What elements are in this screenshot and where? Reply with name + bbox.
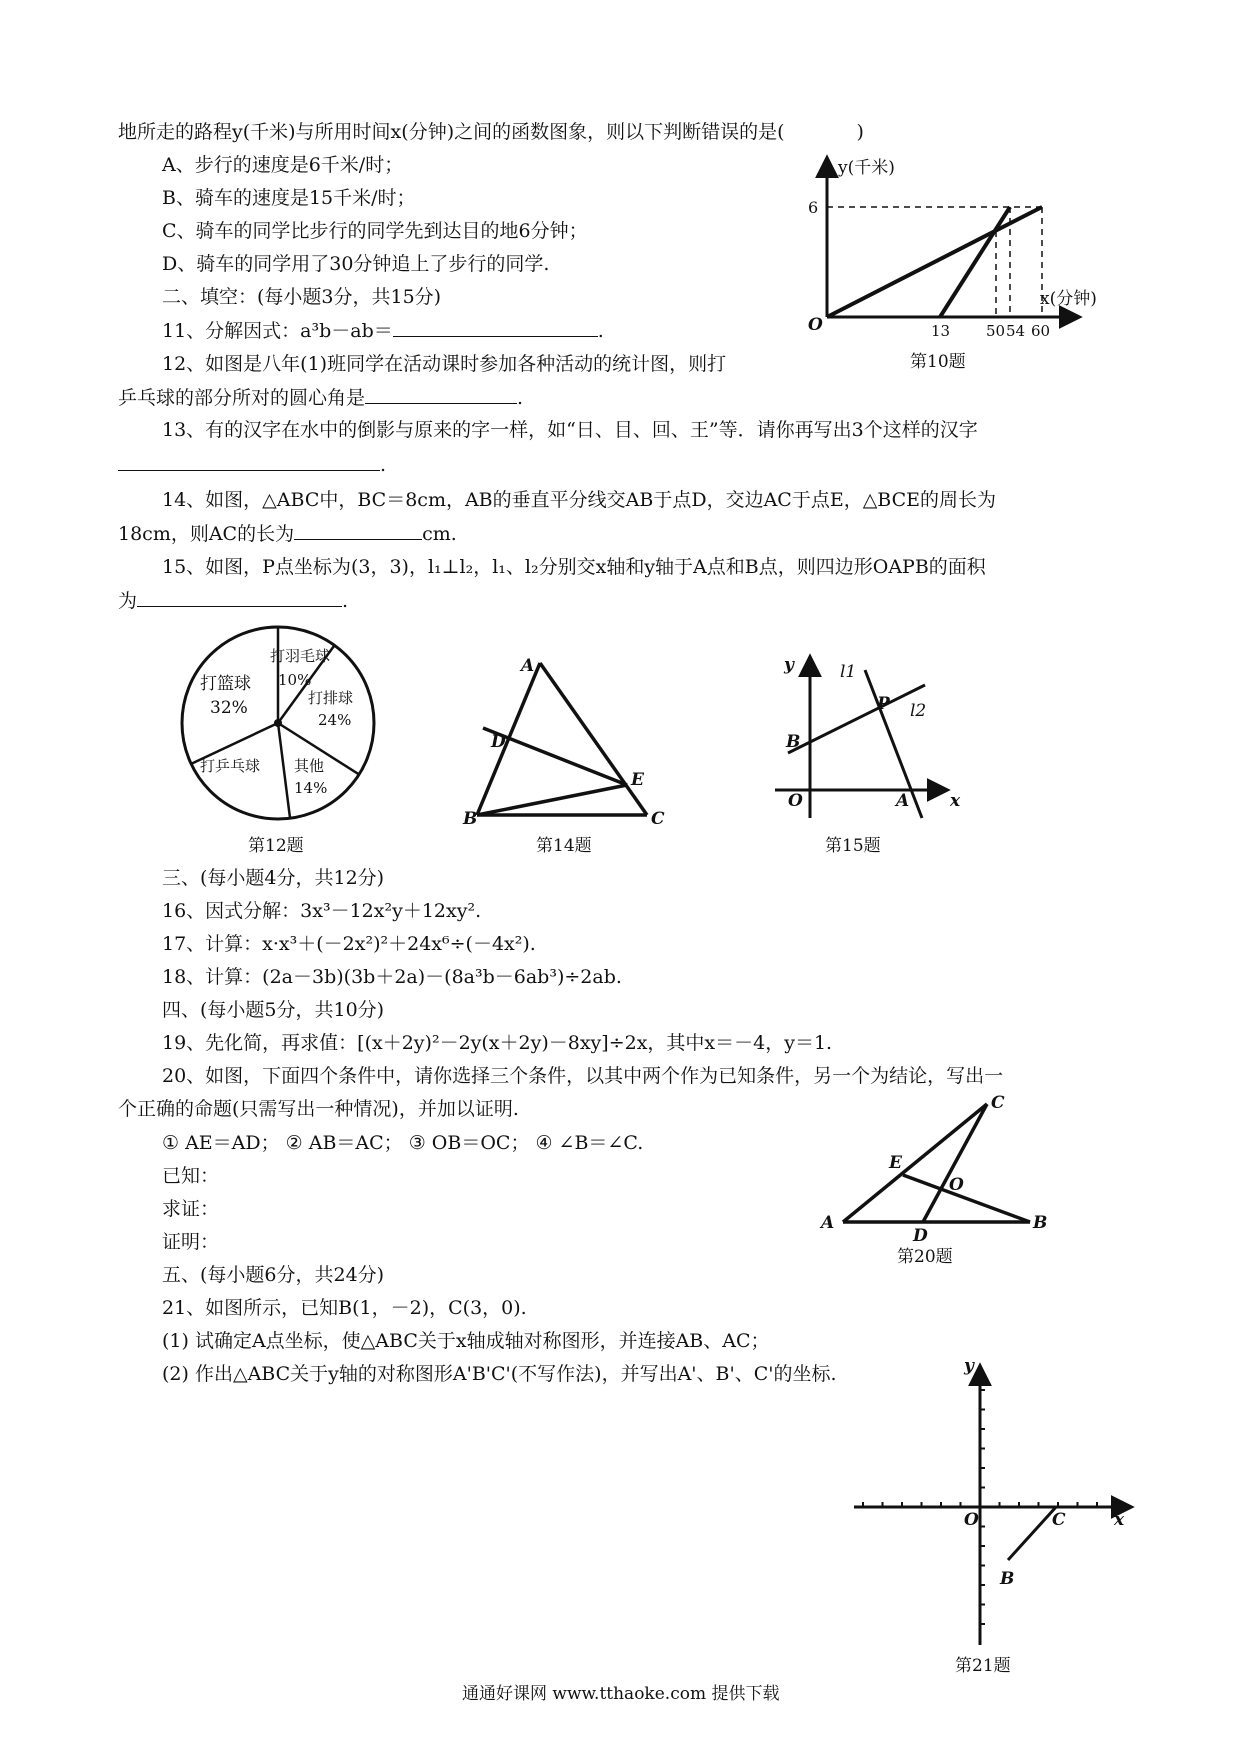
q12-line2-text: 乒乓球的部分所对的圆心角是 bbox=[118, 387, 366, 409]
pie-slice-boundary bbox=[278, 723, 290, 818]
pie-label-volleyball: 打排球 bbox=[308, 689, 354, 707]
section5-heading: 五、(每小题6分，共24分) bbox=[162, 1264, 385, 1286]
q10-option-b: B、骑车的速度是15千米/时； bbox=[162, 187, 416, 209]
q10-x-tick-54: 54 bbox=[1006, 322, 1026, 340]
q20-conditions: ① AE＝AD； ② AB＝AC； ③ OB＝OC； ④ ∠B＝∠C. bbox=[162, 1132, 644, 1154]
q15-label-a: A bbox=[896, 791, 910, 811]
q15-label-x: x bbox=[950, 791, 961, 811]
q15-label-p: P bbox=[877, 694, 890, 714]
q19: 19、先化简，再求值：[(x＋2y)²－2y(x＋2y)－8xy]÷2x，其中x＝－4，y＝1. bbox=[162, 1032, 833, 1054]
q10-stem-text: 地所走的路程y(千米)与所用时间x(分钟)之间的函数图象，则以下判断错误的是( bbox=[118, 121, 785, 143]
q21-part2: (2) 作出△ABC关于y轴的对称图形A'B'C'(不写作法)，并写出A'、B'、C'的坐标. bbox=[162, 1363, 837, 1385]
section3-heading: 三、(每小题4分，共12分) bbox=[162, 867, 385, 889]
q20-label-c: C bbox=[991, 1093, 1005, 1113]
q21-part1: (1) 试确定A点坐标，使△ABC关于x轴成轴对称图形，并连接AB、AC； bbox=[162, 1330, 770, 1352]
q14-line1: 14、如图，△ABC中，BC＝8cm，AB的垂直平分线交AB于点D，交边AC于点E，△BCE的周长为 bbox=[162, 489, 997, 511]
q13-line2: . bbox=[118, 452, 386, 477]
q14-answer-blank[interactable] bbox=[294, 521, 422, 540]
q20-caption: 第20题 bbox=[897, 1247, 953, 1267]
q10-caption: 第10题 bbox=[910, 352, 966, 372]
q15-coordinate-figure bbox=[770, 650, 970, 825]
q17: 17、计算：x·x³＋(－2x²)²＋24x⁶÷(－4x²). bbox=[162, 933, 536, 955]
q12-line2: 乒乓球的部分所对的圆心角是 . bbox=[118, 387, 524, 409]
q15-label-l1: l1 bbox=[840, 662, 857, 682]
q20-triangle-figure bbox=[815, 1090, 1055, 1246]
q20-line2: 个正确的命题(只需写出一种情况)，并加以证明. bbox=[118, 1098, 519, 1120]
q10-function-graph bbox=[800, 155, 1097, 355]
q15-line2: 为 . bbox=[118, 590, 349, 612]
q12-line1: 12、如图是八年(1)班同学在活动课时参加各种活动的统计图，则打 bbox=[162, 353, 727, 375]
pie-label-other: 其他 bbox=[294, 757, 325, 775]
q10-origin: O bbox=[808, 315, 823, 335]
q10-stem bbox=[118, 120, 864, 144]
pie-label-basketball: 打篮球 bbox=[200, 674, 251, 694]
pie-pct-basketball: 32% bbox=[210, 698, 248, 718]
q20-proof: 证明： bbox=[162, 1231, 220, 1253]
q10-bike-line bbox=[940, 207, 1010, 317]
q12-pie-chart bbox=[170, 623, 390, 823]
q20-known: 已知： bbox=[162, 1165, 220, 1187]
q15-label-l2: l2 bbox=[910, 701, 927, 721]
q14-label-a: A bbox=[521, 656, 535, 676]
pie-pct-other: 14% bbox=[294, 779, 328, 797]
pie-pct-badminton: 10% bbox=[278, 671, 312, 689]
q10-x-tick-60: 60 bbox=[1031, 322, 1051, 340]
q15-caption: 第15题 bbox=[825, 836, 881, 856]
q12-answer-blank[interactable] bbox=[365, 385, 517, 404]
q10-option-c: C、骑车的同学比步行的同学先到达目的地6分钟； bbox=[162, 220, 588, 242]
q20-line1: 20、如图，下面四个条件中，请你选择三个条件，以其中两个作为已知条件，另一个为结论，写出一 bbox=[162, 1065, 1004, 1087]
q11: 11、分解因式：a³b－ab＝ . bbox=[162, 320, 604, 342]
q18: 18、计算：(2a－3b)(3b＋2a)－(8a³b－6ab³)÷2ab. bbox=[162, 966, 622, 988]
footer-note: 通通好课网 www.tthaoke.com 提供下载 bbox=[462, 1684, 780, 1704]
q14-label-d: D bbox=[491, 732, 506, 752]
q15-label-o: O bbox=[788, 791, 803, 811]
pie-label-pingpong: 打乒乓球 bbox=[200, 757, 261, 775]
q21-label-y: y bbox=[964, 1356, 974, 1376]
q14-line2-post: cm. bbox=[422, 523, 457, 545]
q20-label-d: D bbox=[913, 1226, 928, 1246]
q14-label-e: E bbox=[631, 770, 644, 790]
q20-label-a: A bbox=[821, 1213, 835, 1233]
q20-prove: 求证： bbox=[162, 1198, 220, 1220]
q10-option-d: D、骑车的同学用了30分钟追上了步行的同学. bbox=[162, 253, 550, 275]
q14-line2-pre: 18cm，则AC的长为 bbox=[118, 523, 295, 545]
q21-label-c: C bbox=[1052, 1510, 1066, 1530]
q10-stem-close: ) bbox=[856, 121, 864, 143]
q13-answer-blank[interactable] bbox=[118, 452, 380, 471]
q20-label-o: O bbox=[949, 1175, 964, 1195]
q20-label-b: B bbox=[1033, 1213, 1048, 1233]
section4-heading: 四、(每小题5分，共10分) bbox=[162, 999, 385, 1021]
q10-option-a: A、步行的速度是6千米/时； bbox=[162, 154, 404, 176]
q11-text: 11、分解因式：a³b－ab＝ bbox=[162, 320, 393, 342]
q21-label-b: B bbox=[1000, 1569, 1015, 1589]
q12-caption: 第12题 bbox=[248, 836, 304, 856]
q21-label-o: O bbox=[964, 1510, 979, 1530]
q14-label-b: B bbox=[463, 809, 478, 829]
q14-label-c: C bbox=[651, 809, 665, 829]
q21-coordinate-grid bbox=[850, 1355, 1140, 1655]
section2-heading: 二、填空：(每小题3分，共15分) bbox=[162, 286, 442, 308]
q14-caption: 第14题 bbox=[536, 836, 592, 856]
q10-y-tick: 6 bbox=[808, 198, 819, 217]
q15-line2-pre: 为 bbox=[118, 590, 138, 612]
q15-answer-blank[interactable] bbox=[137, 588, 342, 607]
q13-line1: 13、有的汉字在水中的倒影与原来的字一样，如“日、目、回、王”等．请你再写出3个这样的汉字 bbox=[162, 419, 978, 441]
q21-label-x: x bbox=[1114, 1510, 1125, 1530]
q14-triangle-figure bbox=[455, 655, 685, 829]
q15-line1: 15、如图，P点坐标为(3，3)，l₁⊥l₂，l₁、l₂分别交x轴和y轴于A点和B点，则四边形OAPB的面积 bbox=[162, 556, 986, 578]
q14-line2 bbox=[118, 521, 457, 546]
q15-label-b: B bbox=[786, 732, 801, 752]
q10-y-label: y(千米) bbox=[838, 158, 895, 178]
q10-x-label: x(分钟) bbox=[1040, 289, 1097, 309]
q11-answer-blank[interactable] bbox=[393, 318, 598, 337]
pie-label-badminton: 打羽毛球 bbox=[270, 647, 331, 665]
q10-x-tick-13: 13 bbox=[931, 322, 951, 340]
q21-caption: 第21题 bbox=[955, 1656, 1011, 1676]
q10-x-tick-50: 50 bbox=[986, 322, 1006, 340]
q15-label-y: y bbox=[784, 655, 794, 675]
q16: 16、因式分解：3x³－12x²y＋12xy². bbox=[162, 900, 482, 922]
q21-line1: 21、如图所示，已知B(1，－2)，C(3，0). bbox=[162, 1297, 527, 1319]
q20-label-e: E bbox=[889, 1153, 902, 1173]
pie-pct-volleyball: 24% bbox=[318, 711, 352, 729]
